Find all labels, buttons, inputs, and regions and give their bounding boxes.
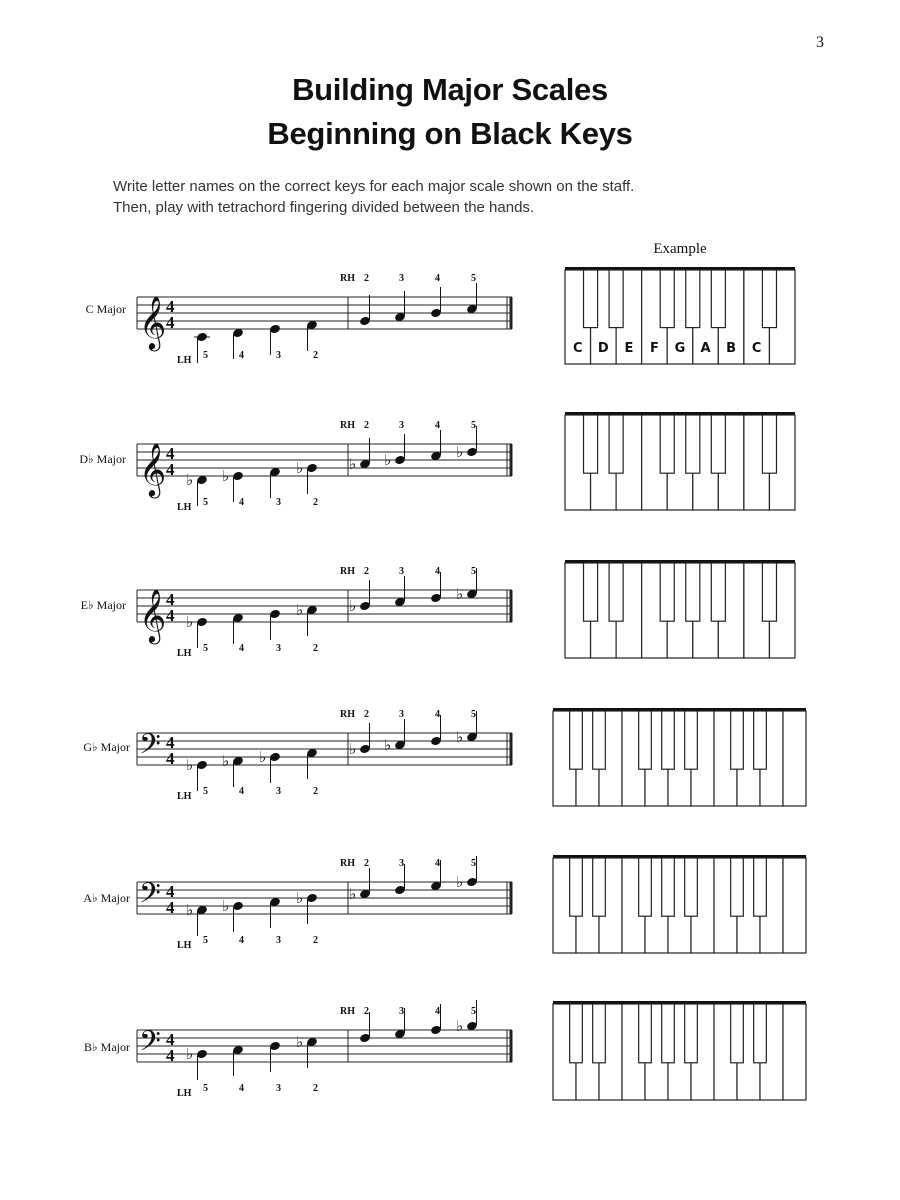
rh-label: RH [340, 858, 355, 869]
finger-number: 4 [435, 566, 440, 577]
black-key [686, 415, 700, 473]
finger-number: 3 [276, 786, 281, 797]
finger-number: 4 [435, 273, 440, 284]
finger-number: 5 [471, 709, 476, 720]
finger-number: 4 [239, 935, 244, 946]
rh-label: RH [340, 566, 355, 577]
black-key [686, 563, 700, 621]
lh-label: LH [177, 502, 192, 513]
treble-clef-icon: 𝄞 [139, 588, 167, 642]
flat-sign-icon: ♭ [222, 467, 230, 485]
black-key [731, 1004, 744, 1063]
black-key [609, 563, 623, 621]
flat-sign-icon: ♭ [384, 736, 392, 754]
bass-clef-icon: 𝄢 [139, 1025, 161, 1065]
black-key [762, 415, 776, 473]
flat-sign-icon: ♭ [186, 1045, 194, 1063]
finger-number: 5 [203, 935, 208, 946]
piano-keyboard [565, 267, 795, 364]
finger-number: 4 [239, 497, 244, 508]
bass-clef-icon: 𝄢 [139, 728, 161, 768]
scale-label-b-flat-major: B♭ Major [84, 1040, 130, 1054]
piano-keyboard [553, 855, 806, 953]
white-key [783, 858, 806, 953]
finger-number: 2 [364, 566, 369, 577]
flat-sign-icon: ♭ [384, 451, 392, 469]
flat-sign-icon: ♭ [296, 459, 304, 477]
key-letter-label: C [573, 341, 583, 356]
finger-number: 5 [203, 350, 208, 361]
finger-number: 4 [239, 643, 244, 654]
finger-number: 3 [276, 497, 281, 508]
time-signature-bottom: 4 [166, 749, 175, 768]
treble-clef-icon: 𝄞 [139, 442, 167, 496]
black-key [660, 415, 674, 473]
black-key [754, 858, 767, 916]
time-signature-bottom: 4 [166, 1046, 175, 1065]
black-key [639, 1004, 652, 1063]
black-key [593, 1004, 606, 1063]
lh-label: LH [177, 355, 192, 366]
flat-sign-icon: ♭ [456, 585, 464, 603]
black-key [685, 858, 698, 916]
example-label: Example [653, 241, 707, 257]
finger-number: 3 [399, 709, 404, 720]
key-letter-label: G [674, 341, 686, 356]
lh-label: LH [177, 648, 192, 659]
flat-sign-icon: ♭ [349, 455, 357, 473]
black-key [731, 858, 744, 916]
finger-number: 3 [399, 858, 404, 869]
flat-sign-icon: ♭ [222, 897, 230, 915]
finger-number: 5 [471, 1006, 476, 1017]
time-signature-top: 4 [166, 297, 175, 316]
finger-number: 3 [399, 420, 404, 431]
title-line-2: Beginning on Black Keys [267, 116, 633, 151]
black-key [584, 270, 598, 328]
instructions-line-1: Write letter names on the correct keys for each major scale shown on the staff. [113, 178, 635, 195]
black-key [754, 711, 767, 769]
flat-sign-icon: ♭ [186, 756, 194, 774]
finger-number: 4 [435, 709, 440, 720]
flat-sign-icon: ♭ [296, 601, 304, 619]
scale-row [137, 856, 512, 951]
finger-number: 5 [203, 643, 208, 654]
black-key [711, 563, 725, 621]
scale-label-c-major: C Major [85, 302, 126, 316]
rh-label: RH [340, 273, 355, 284]
key-letter-label: C [751, 341, 762, 356]
finger-number: 4 [239, 1083, 244, 1094]
piano-keyboard [553, 708, 806, 806]
flat-sign-icon: ♭ [259, 748, 267, 766]
time-signature-bottom: 4 [166, 460, 175, 479]
scale-row [137, 420, 512, 513]
scale-row [137, 273, 512, 366]
finger-number: 2 [364, 1006, 369, 1017]
finger-number: 3 [276, 935, 281, 946]
scale-label-e-flat-major: E♭ Major [80, 598, 126, 612]
lh-label: LH [177, 1088, 192, 1099]
time-signature-bottom: 4 [166, 313, 175, 332]
black-key [593, 711, 606, 769]
black-key [662, 711, 675, 769]
flat-sign-icon: ♭ [186, 471, 194, 489]
finger-number: 5 [471, 566, 476, 577]
key-letter-label: A [700, 341, 711, 356]
page-number: 3 [816, 34, 824, 51]
piano-keyboard [553, 1001, 806, 1100]
black-key [731, 711, 744, 769]
scale-row [137, 1000, 512, 1099]
time-signature-top: 4 [166, 444, 175, 463]
piano-keyboard [565, 560, 795, 658]
flat-sign-icon: ♭ [456, 443, 464, 461]
title-line-1: Building Major Scales [292, 72, 608, 107]
finger-number: 3 [276, 350, 281, 361]
finger-number: 4 [239, 786, 244, 797]
flat-sign-icon: ♭ [349, 597, 357, 615]
scale-row [137, 709, 512, 802]
time-signature-top: 4 [166, 882, 175, 901]
flat-sign-icon: ♭ [349, 885, 357, 903]
finger-number: 3 [276, 1083, 281, 1094]
black-key [609, 270, 623, 328]
flat-sign-icon: ♭ [186, 613, 194, 631]
black-key [662, 1004, 675, 1063]
lh-label: LH [177, 791, 192, 802]
key-letter-label: B [726, 341, 737, 356]
black-key [686, 270, 700, 328]
scale-label-a-flat-major: A♭ Major [83, 891, 130, 905]
finger-number: 2 [313, 935, 318, 946]
flat-sign-icon: ♭ [296, 889, 304, 907]
black-key [609, 415, 623, 473]
flat-sign-icon: ♭ [456, 728, 464, 746]
time-signature-top: 4 [166, 733, 175, 752]
finger-number: 5 [471, 420, 476, 431]
finger-number: 3 [399, 1006, 404, 1017]
key-letter-label: F [649, 341, 659, 356]
finger-number: 2 [313, 643, 318, 654]
black-key [662, 858, 675, 916]
bass-clef-icon: 𝄢 [139, 877, 161, 917]
rh-label: RH [340, 420, 355, 431]
black-key [570, 711, 583, 769]
black-key [762, 270, 776, 328]
black-key [570, 858, 583, 916]
time-signature-bottom: 4 [166, 898, 175, 917]
finger-number: 2 [364, 709, 369, 720]
white-key [783, 1004, 806, 1100]
black-key [711, 415, 725, 473]
black-key [762, 563, 776, 621]
black-key [685, 711, 698, 769]
black-key [584, 415, 598, 473]
rh-label: RH [340, 709, 355, 720]
black-key [570, 1004, 583, 1063]
finger-number: 3 [399, 273, 404, 284]
black-key [584, 563, 598, 621]
finger-number: 5 [203, 1083, 208, 1094]
finger-number: 4 [435, 1006, 440, 1017]
black-key [754, 1004, 767, 1063]
black-key [639, 711, 652, 769]
flat-sign-icon: ♭ [296, 1033, 304, 1051]
time-signature-top: 4 [166, 590, 175, 609]
finger-number: 4 [435, 420, 440, 431]
finger-number: 2 [364, 420, 369, 431]
finger-number: 4 [239, 350, 244, 361]
scale-label-g-flat-major: G♭ Major [83, 740, 130, 754]
finger-number: 2 [313, 350, 318, 361]
rh-label: RH [340, 1006, 355, 1017]
flat-sign-icon: ♭ [456, 1017, 464, 1035]
black-key [593, 858, 606, 916]
lh-label: LH [177, 940, 192, 951]
piano-keyboard [565, 412, 795, 510]
black-key [711, 270, 725, 328]
flat-sign-icon: ♭ [456, 873, 464, 891]
flat-sign-icon: ♭ [186, 901, 194, 919]
finger-number: 2 [313, 786, 318, 797]
key-letter-label: D [597, 341, 609, 356]
finger-number: 5 [471, 273, 476, 284]
flat-sign-icon: ♭ [222, 752, 230, 770]
treble-clef-icon: 𝄞 [139, 295, 167, 349]
scale-label-d-flat-major: D♭ Major [79, 452, 126, 466]
finger-number: 2 [364, 273, 369, 284]
time-signature-bottom: 4 [166, 606, 175, 625]
finger-number: 4 [435, 858, 440, 869]
black-key [685, 1004, 698, 1063]
black-key [660, 270, 674, 328]
key-letter-label: E [624, 341, 634, 356]
white-key [783, 711, 806, 806]
flat-sign-icon: ♭ [349, 740, 357, 758]
finger-number: 2 [364, 858, 369, 869]
finger-number: 3 [276, 643, 281, 654]
finger-number: 2 [313, 1083, 318, 1094]
black-key [639, 858, 652, 916]
time-signature-top: 4 [166, 1030, 175, 1049]
scale-row [137, 566, 512, 659]
finger-number: 2 [313, 497, 318, 508]
finger-number: 3 [399, 566, 404, 577]
black-key [660, 563, 674, 621]
finger-number: 5 [203, 497, 208, 508]
instructions-line-2: Then, play with tetrachord fingering divided between the hands. [113, 199, 535, 216]
finger-number: 5 [203, 786, 208, 797]
finger-number: 5 [471, 858, 476, 869]
